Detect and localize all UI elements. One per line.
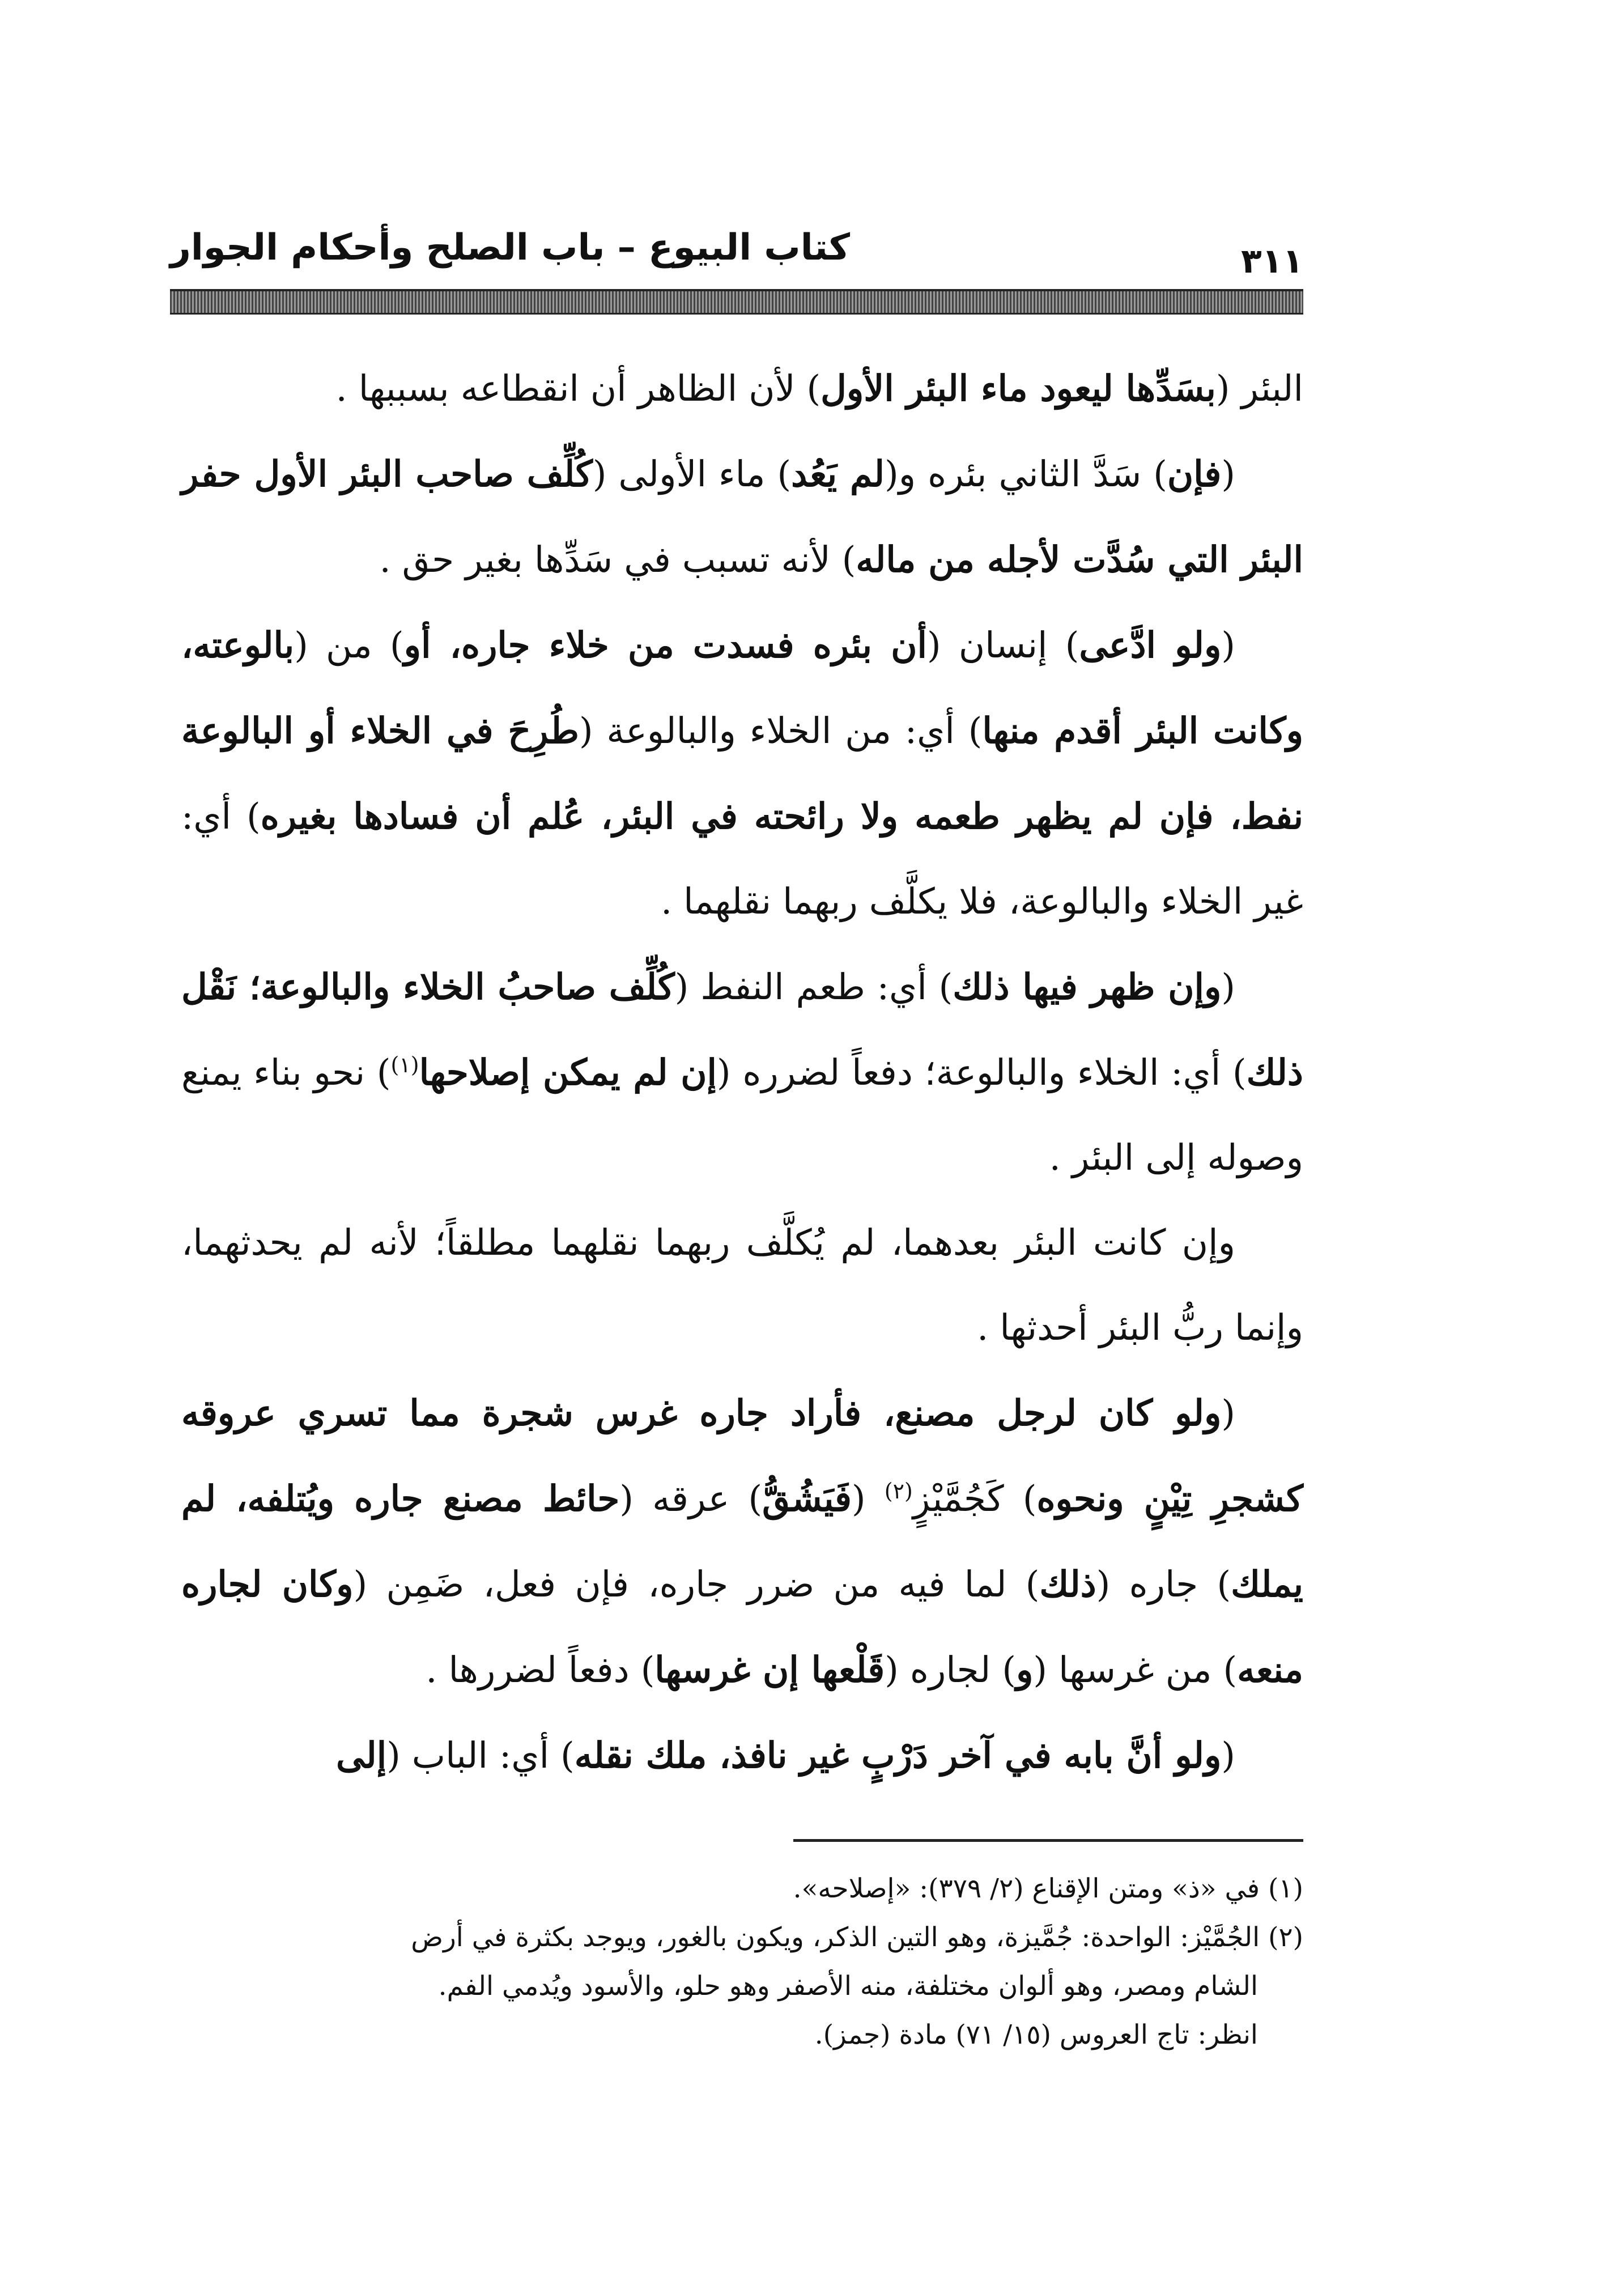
paragraph-p3 [181,602,1303,944]
matn-text: إلى [335,1734,387,1776]
matn-text: طُرِحَ في الخلاء أو البالوعة نفط، فإن لم يظهر طعمه ولا رائحته في البئر، عُلم أن فسادها بغيره [181,710,1303,837]
paragraph-p7 [181,1713,1303,1798]
footnote-fn1: (١) في «ذ» ومتن الإقناع (٢/ ٣٧٩): «إصلاحه». [793,1873,1303,1904]
footnote-separator [793,1839,1303,1842]
paragraph-p6 [181,1370,1303,1713]
sharh-text: ( [1221,1392,1235,1434]
sharh-text: ) لأن الظاهر أن انقطاعه بسببها . [335,368,821,409]
matn-text: ولو أنَّ بابه في آخر دَرْبٍ غير نافذ، ملك نقله [574,1734,1222,1776]
sharh-text: ) جاره ( [1096,1564,1231,1605]
sharh-text: ) ماء الأولى ( [592,453,792,495]
header-title: كتاب البيوع – باب الصلح وأحكام الجوار [170,227,851,269]
footnote-reference: (٢) [884,1479,913,1504]
matn-text: بالوعته، وكانت البئر أقدم منها [181,624,1303,751]
sharh-text: ) سَدَّ الثاني بئره و( [885,453,1167,495]
matn-text: فإن [1167,453,1222,495]
matn-text: ولو كان لرجل مصنع، فأراد جاره غرس شجرة مما تسري عروقه كشجرِ تِيْنٍ ونحوه [181,1392,1303,1519]
footnote-continuation: الشام ومصر، وهو ألوان مختلفة، منه الأصفر وهو حلو، والأسود ويُدمي الفم. [438,1971,1258,2002]
matn-text: ولو ادَّعى [1079,624,1222,666]
matn-text: قَلْعها إن غرسها [654,1649,885,1691]
paragraph-p2 [181,431,1303,602]
sharh-text: ) نحو بناء يمنع وصوله إلى البئر . [181,1052,1303,1178]
footnote-reference: (١) [390,1052,419,1077]
paragraph-p5 [181,1200,1303,1370]
matn-text: وكان لجاره منعه [181,1563,1303,1691]
sharh-text: ) دفعاً لضررها . [426,1649,655,1691]
header-rule [170,289,1303,315]
sharh-text: ) أي: الباب ( [386,1735,575,1776]
matn-text: ذلك [1039,1563,1096,1605]
matn-text: و [1015,1649,1034,1691]
paragraph-p4 [181,944,1303,1200]
sharh-text: ) من ( [294,625,404,666]
sharh-text: ) أي: طعم النفط ( [674,966,953,1008]
sharh-text: ) لما فيه من ضرر جاره، فإن فعل، ضَمِن ( [353,1564,1040,1605]
main-text [181,346,1303,1798]
sharh-text: ( [1221,625,1235,666]
running-header [170,227,1303,323]
matn-text: إن لم يمكن إصلاحها [419,1051,717,1093]
sharh-text: وإن كانت البئر بعدهما، لم يُكلَّف ربهما نقلهما مطلقاً؛ لأنه لم يحدثهما، وإنما ربُّ البئر أحدثها . [181,1222,1303,1348]
matn-text: حائط مصنع جاره ويُتلفه، لم يملك [181,1477,1303,1605]
matn-text: بسَدِّها ليعود ماء البئر الأول [820,367,1216,409]
matn-text: أن بئره فسدت من خلاء جاره، أو [403,624,928,666]
sharh-text: ( [1221,453,1235,495]
sharh-text: ( [851,1478,885,1519]
footnotes [181,1865,1303,2060]
sharh-text: ) إنسان ( [927,625,1079,666]
sharh-text: ) أي: من الخلاء والبالوعة ( [579,710,983,751]
matn-text: كُلِّف صاحبُ الخلاء والبالوعة؛ نَقْل ذلك [181,966,1303,1093]
matn-text: فَيَشُقُّ [762,1477,852,1519]
sharh-text: ) كَجُمَّيْزٍ [912,1478,1037,1519]
sharh-text: ) من غرسها ( [1033,1649,1238,1691]
sharh-text: ) لأنه تسبب في سَدِّها بغير حق . [379,539,856,580]
sharh-text: البئر ( [1215,368,1303,409]
sharh-text: ( [1221,1735,1235,1776]
sharh-text: ) أي: الخلاء والبالوعة؛ دفعاً لضرره ( [716,1052,1247,1093]
paragraph-p1 [181,346,1303,431]
sharh-text: ( [1221,966,1235,1008]
footnote-fn2: (٢) الجُمَّيْز: الواحدة: جُمَّيزة، وهو التين الذكر، ويكون بالغور، ويوجد بكثرة في أرض [411,1922,1303,1953]
matn-text: كُلِّف صاحب البئر الأول حفر البئر التي سُدَّت لأجله من ماله [181,453,1303,580]
footnote-continuation: انظر: تاج العروس (١٥/ ٧١) مادة (جمز). [814,2019,1258,2050]
matn-text: وإن ظهر فيها ذلك [953,966,1222,1008]
page-number: ٣١١ [1241,241,1303,281]
sharh-text: ) عرقه ( [619,1478,763,1519]
sharh-text: ) لجاره ( [885,1649,1016,1691]
matn-text: لم يَعُد [791,453,885,495]
sharh-text: ) أي: غير الخلاء والبالوعة، فلا يكلَّف ربهما نقلهما . [181,796,1303,922]
